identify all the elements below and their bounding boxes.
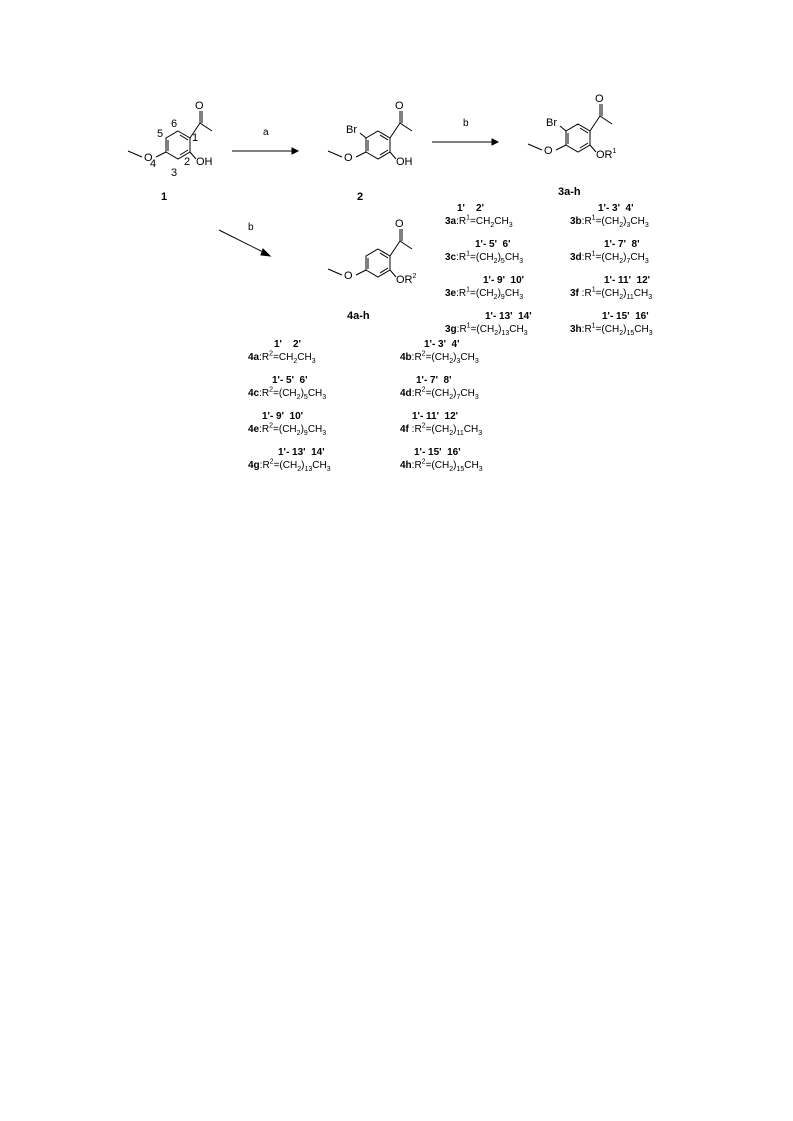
series-3-numbering: 1'- 11' 12' xyxy=(604,275,651,286)
series-3-formula: $3g:R^1=(CH_2)_{13}CH_3$ xyxy=(445,322,528,337)
compound-2-label: 2 xyxy=(357,191,364,203)
series-3-entry-3f xyxy=(570,275,690,301)
arrow-b-to-4 xyxy=(215,225,275,265)
series-4-entry-4d xyxy=(400,375,520,401)
position-3: 3 xyxy=(171,167,178,179)
series-3-numbering: 1'- 13' 14' xyxy=(485,311,532,322)
series-4-formula: 4f $:R^2=(CH_2)_{11}CH_3$ xyxy=(400,422,483,437)
compound-1-benzene-ring xyxy=(166,131,190,159)
compound-3-alkoxy: $OR^1$ xyxy=(596,148,617,161)
series-3-numbering: 1'- 15' 16' xyxy=(602,311,649,322)
compound-3-structure xyxy=(500,88,630,178)
compound-1-methoxy-o: O xyxy=(144,152,153,164)
compound-2-carbonyl-o: O xyxy=(395,100,404,112)
series-4-numbering: 1'- 3' 4' xyxy=(424,339,460,350)
series-4-entry-4a xyxy=(248,339,368,365)
series-4-entry-4h xyxy=(400,447,520,473)
compound-4-methoxy-o: O xyxy=(344,270,353,282)
compound-3-benzene-ring xyxy=(566,124,590,152)
series-4-numbering: 1'- 11' 12' xyxy=(412,411,459,422)
compound-4-structure xyxy=(300,213,420,303)
series-3-numbering: 1'- 7' 8' xyxy=(604,239,640,250)
compound-4-label: 4a-h xyxy=(347,310,370,322)
compound-1-structure xyxy=(100,95,220,185)
series-3-formula: $3c:R^1=(CH_2)_5CH_3$ xyxy=(445,250,524,265)
series-3-entry-3h xyxy=(570,311,690,337)
compound-2-methoxy-o: O xyxy=(344,152,353,164)
series-4-numbering: 1' 2' xyxy=(274,339,301,350)
arrow-b-to-4-label: b xyxy=(248,222,254,233)
series-3-numbering: 1' 2' xyxy=(457,203,484,214)
series-4-numbering: 1'- 15' 16' xyxy=(414,447,461,458)
series-3-entry-3b xyxy=(570,203,690,229)
arrow-b-to-3 xyxy=(430,131,500,151)
series-3-numbering: 1'- 9' 10' xyxy=(483,275,525,286)
series-3-numbering: 1'- 3' 4' xyxy=(598,203,634,214)
series-4-entry-4f xyxy=(400,411,520,437)
compound-4-alkoxy: $OR^2$ xyxy=(396,273,417,286)
series-3-entry-3a xyxy=(445,203,565,229)
compound-1-hydroxy: OH xyxy=(196,156,213,168)
position-2: 2 xyxy=(184,156,191,168)
series-3-entry-3e xyxy=(445,275,565,301)
compound-4-carbonyl-o: O xyxy=(395,218,404,230)
series-3-numbering: 1'- 5' 6' xyxy=(475,239,511,250)
series-4-numbering: 1'- 13' 14' xyxy=(278,447,325,458)
series-4-formula: $4h:R^2=(CH_2)_{15}CH_3$ xyxy=(400,458,483,473)
series-3-formula: $3a:R^1=CH_2CH_3$ xyxy=(445,214,513,229)
arrow-a xyxy=(230,140,300,160)
position-6: 6 xyxy=(171,118,178,130)
arrow-a-label: a xyxy=(263,127,269,138)
series-4-formula: $4b:R^2=(CH_2)_3CH_3$ xyxy=(400,350,479,365)
series-4-formula: $4g:R^2=(CH_2)_{13}CH_3$ xyxy=(248,458,331,473)
series-3-formula: $3h:R^1=(CH_2)_{15}CH_3$ xyxy=(570,322,653,337)
compound-2-bromo: Br xyxy=(346,124,357,136)
arrow-b-to-3-label: b xyxy=(463,118,469,129)
series-3-formula: $3b:R^1=(CH_2)_3CH_3$ xyxy=(570,214,649,229)
series-4-entry-4c xyxy=(248,375,368,401)
series-4-numbering: 1'- 9' 10' xyxy=(262,411,304,422)
series-3-entry-3g xyxy=(445,311,565,337)
series-4-entry-4b xyxy=(400,339,520,365)
series-3-entry-3c xyxy=(445,239,565,265)
series-3-formula: $3d:R^1=(CH_2)_7CH_3$ xyxy=(570,250,649,265)
series-3-formula: $3e:R^1=(CH_2)_9CH_3$ xyxy=(445,286,524,301)
compound-3-carbonyl-o: O xyxy=(595,93,604,105)
series-4-entry-4g xyxy=(248,447,368,473)
series-4-formula: $4c:R^2=(CH_2)_5CH_3$ xyxy=(248,386,327,401)
series-4-numbering: 1'- 5' 6' xyxy=(272,375,308,386)
compound-2-structure xyxy=(300,95,420,185)
series-4-formula: $4a:R^2=CH_2CH_3$ xyxy=(248,350,316,365)
series-4-formula: $4e:R^2=(CH_2)_9CH_3$ xyxy=(248,422,327,437)
position-1: 1 xyxy=(192,132,199,144)
series-4-entry-4e xyxy=(248,411,368,437)
position-4: 4 xyxy=(150,158,157,170)
compound-2-benzene-ring xyxy=(366,131,390,159)
series-3-formula: 3f $:R^1=(CH_2)_{11}CH_3$ xyxy=(570,286,653,301)
compound-4-benzene-ring xyxy=(366,249,390,277)
series-3-entry-3d xyxy=(570,239,690,265)
compound-1-label: 1 xyxy=(161,191,168,203)
series-4-formula: $4d:R^2=(CH_2)_7CH_3$ xyxy=(400,386,479,401)
compound-3-bromo: Br xyxy=(546,117,557,129)
series-4-numbering: 1'- 7' 8' xyxy=(416,375,452,386)
compound-1-carbonyl-o: O xyxy=(195,100,204,112)
compound-3-methoxy-o: O xyxy=(544,145,553,157)
position-5: 5 xyxy=(157,128,164,140)
compound-2-hydroxy: OH xyxy=(396,156,413,168)
compound-3-label: 3a-h xyxy=(558,186,581,198)
